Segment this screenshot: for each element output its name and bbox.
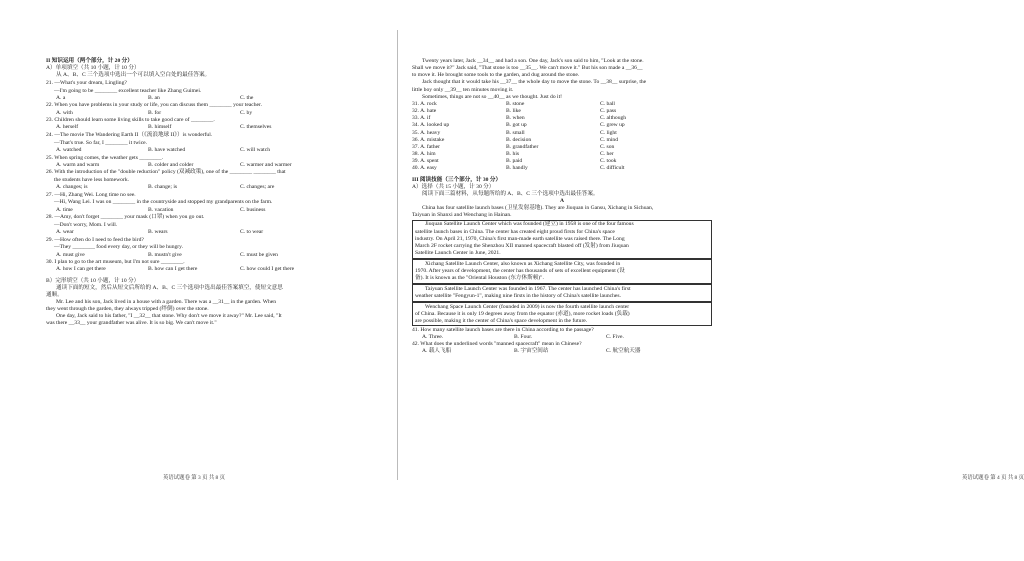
cloze-option[interactable]: 31. A. rock bbox=[412, 100, 437, 107]
cloze-option[interactable]: B. small bbox=[506, 129, 525, 136]
cloze-option[interactable]: C. although bbox=[600, 115, 627, 122]
question-line bbox=[46, 117, 336, 124]
question-line bbox=[46, 102, 336, 109]
q42-option-a: A. 载人飞船 bbox=[422, 348, 452, 355]
cloze-option-row bbox=[412, 158, 712, 165]
answer-options bbox=[46, 229, 336, 236]
reading-instructions: 阅读下面三篇材料，从每题所给的 A、B、C 三个选项中选出最佳答案。 bbox=[422, 190, 599, 197]
cloze-option[interactable]: B. got up bbox=[506, 122, 527, 129]
cloze-option-row bbox=[412, 130, 712, 137]
answer-option[interactable]: A. must give bbox=[56, 251, 85, 258]
answer-options bbox=[46, 147, 336, 154]
section-title: II 知识运用（两个部分，计 20 分） bbox=[46, 58, 133, 64]
cloze-option[interactable]: C. mind bbox=[600, 136, 619, 143]
question-text: —Hi, Zhang Wei. Long time no see. bbox=[54, 191, 136, 198]
page-right bbox=[397, 0, 1024, 561]
question-42: 42. What does the underlined words "manned spacecraft" mean in Chinese? bbox=[412, 341, 582, 348]
answer-option[interactable]: C. must be given bbox=[240, 251, 278, 258]
answer-option[interactable]: B. vacation bbox=[148, 206, 174, 213]
question-line bbox=[46, 132, 336, 139]
intro-line: China has four satellite launch bases (卫星发射基地). They are Jiuquan in Gansu, Xichang in Sichuan, bbox=[422, 205, 654, 212]
part-b-instructions-2: 通顺。 bbox=[46, 291, 63, 298]
answer-option[interactable]: B. for bbox=[148, 109, 162, 116]
cloze-option-row bbox=[412, 144, 712, 151]
info-box-line: Satellite Launch Center in June, 2021. bbox=[415, 250, 501, 257]
answer-option[interactable]: C. themselves bbox=[240, 124, 272, 131]
answer-option[interactable]: B. change; is bbox=[148, 184, 178, 191]
cloze-option[interactable]: B. handly bbox=[506, 165, 528, 172]
cloze-option[interactable]: 40. A. easy bbox=[412, 165, 437, 172]
cloze-option[interactable]: C. light bbox=[600, 129, 617, 136]
info-box-line: 备). It is known as the "Oriental Houston (东方休斯顿)". bbox=[415, 275, 544, 282]
answer-option[interactable]: B. wears bbox=[148, 229, 168, 236]
info-box bbox=[412, 259, 712, 283]
info-box-line: Taiyuan Satellite Launch Center was founded in 1967. The center has launched China's first bbox=[425, 285, 631, 292]
cloze-option[interactable]: C. son bbox=[600, 143, 615, 150]
section-3-title: III 阅读技能（三个部分，计 30 分） bbox=[412, 176, 502, 183]
info-box-line: Jiuquan Satellite Launch Center which was founded (建立) in 1958 is one of the four famous bbox=[425, 221, 634, 228]
cloze-option[interactable]: 38. A. him bbox=[412, 151, 436, 158]
question-number: 28. bbox=[46, 214, 55, 221]
cloze-option[interactable]: 32. A. hate bbox=[412, 108, 437, 115]
question-number: 29. bbox=[46, 236, 55, 243]
info-box-line: Wenchang Space Launch Center (founded in 2009) is now the fourth satellite launch center bbox=[425, 303, 630, 310]
answer-option[interactable]: C. how could I get there bbox=[240, 266, 295, 273]
cloze-option-row bbox=[412, 115, 712, 122]
q42-options bbox=[412, 348, 712, 355]
cloze-option[interactable]: 39. A. spent bbox=[412, 158, 439, 165]
question-number: 23. bbox=[46, 117, 55, 124]
q41-option-c: C. Five. bbox=[606, 334, 624, 341]
question-text: When spring comes, the weather gets ________. bbox=[54, 154, 164, 161]
question-line bbox=[46, 155, 336, 162]
cloze-option[interactable]: B. stone bbox=[506, 100, 525, 107]
answer-options bbox=[46, 162, 336, 169]
question-list bbox=[46, 80, 336, 274]
info-box-line: are possible, making it the center of China's space development in the future. bbox=[415, 317, 588, 324]
question-number: 30. bbox=[46, 259, 55, 266]
right-column bbox=[412, 58, 712, 356]
info-box-line: satellite launch bases in China. The center has created eight proud firsts for China's space bbox=[415, 228, 615, 235]
answer-options bbox=[46, 184, 336, 191]
answer-option[interactable]: B. an bbox=[148, 94, 160, 101]
page-left bbox=[0, 0, 397, 561]
cloze-option-row bbox=[412, 137, 712, 144]
info-boxes bbox=[412, 220, 712, 327]
reading-part-a-title: A）选择（共 15 小题，计 30 分） bbox=[412, 183, 495, 190]
answer-options bbox=[46, 252, 336, 259]
cloze-line: Twenty years later, Jack __34__ and had a son. One day, Jack's son said to him, "Look at the stone. bbox=[422, 58, 644, 64]
cloze-line: Jack thought that it would take his __37__ the whole day to move the stone. To __38__ surprise, the bbox=[422, 79, 647, 86]
cloze-option-row bbox=[412, 122, 712, 129]
part-b-title: B）完形填空（共 10 小题，计 10 分） bbox=[46, 277, 140, 284]
info-box bbox=[412, 284, 712, 301]
part-b-instructions-1: 通读下面的短文，然后从短文后所给的 A、B、C 三个选项中选出最佳答案填空，使短文意思 bbox=[56, 284, 283, 291]
answer-options bbox=[46, 124, 336, 131]
page-footer-right: 英语试题卷 第 4 页 共 8 页 bbox=[962, 475, 1024, 481]
answer-option[interactable]: C. to wear bbox=[240, 229, 264, 236]
info-box-line: Xichang Satellite Launch Center, also known as Xichang Satellite City, was founded in bbox=[425, 260, 621, 267]
question-line bbox=[46, 80, 336, 87]
cloze-options bbox=[412, 101, 712, 173]
cloze-option[interactable]: C. her bbox=[600, 151, 614, 158]
cloze-line: to move it. He brought some tools to the garden, and dug around the stone. bbox=[412, 72, 580, 79]
cloze-option-row bbox=[412, 101, 712, 108]
answer-option[interactable]: A. changes; is bbox=[56, 184, 88, 191]
cloze-option[interactable]: C. grew up bbox=[600, 122, 625, 129]
info-box-line: of China. Because it is only 19 degrees away from the equator (赤道), more rocket loads (负载) bbox=[415, 310, 630, 317]
cloze-option[interactable]: B. his bbox=[506, 151, 520, 158]
question-line: —Don't worry, Mom. I will. bbox=[54, 221, 118, 228]
cloze-line: Sometimes, things are not so __40__ as we thought. Just do it! bbox=[422, 93, 562, 100]
answer-option[interactable]: B. himself bbox=[148, 124, 172, 131]
question-text: —The movie The Wandering Earth II（《流浪地球 II》）is wonderful. bbox=[54, 132, 213, 139]
answer-option[interactable]: B. colder and colder bbox=[148, 161, 194, 168]
question-line: —That's true. So far, I ________ it twice. bbox=[54, 139, 148, 146]
question-text: —How often do I need to feed the bird? bbox=[54, 236, 144, 243]
left-column bbox=[46, 58, 336, 328]
cloze-line: Mr. Lee and his son, Jack lived in a house with a garden. There was a __31__ in the garden. When bbox=[56, 299, 277, 305]
cloze-line: Shall we move it?" Jack said, "That stone is too __35__. We can't move it." But his son made a __36__ bbox=[412, 65, 643, 72]
question-text: When you have problems in your study or life, you can discuss them ________ your teacher. bbox=[54, 102, 262, 109]
answer-option[interactable]: A. warm and warm bbox=[56, 161, 100, 168]
question-number: 26. bbox=[46, 169, 55, 176]
cloze-option[interactable]: 35. A. heavy bbox=[412, 129, 441, 136]
cloze-option[interactable]: 33. A. if bbox=[412, 115, 431, 122]
q41-option-a: A. Three. bbox=[422, 334, 444, 341]
answer-option[interactable]: A. how I can get there bbox=[56, 266, 106, 273]
cloze-option-row bbox=[412, 165, 712, 172]
cloze-option[interactable]: B. like bbox=[506, 108, 521, 115]
answer-option[interactable]: B. how can I get there bbox=[148, 266, 198, 273]
info-box bbox=[412, 220, 712, 259]
part-a-instructions: 从 A、B、C 三个选项中选出一个可以填入空白处的最佳答案。 bbox=[56, 72, 211, 79]
info-box-line: industry. On April 21, 1970, China's first man-made earth satellite was raised there. The Long bbox=[415, 235, 625, 242]
part-a-title: A）单项填空（共 10 小题，计 10 分） bbox=[46, 65, 140, 72]
question-number: 27. bbox=[46, 191, 55, 198]
answer-option[interactable]: B. have watched bbox=[148, 146, 186, 153]
answer-option[interactable]: C. the bbox=[240, 94, 254, 101]
question-text: With the introduction of the "double reduction" policy (双减政策), one of the ________ ________ that bbox=[54, 169, 286, 176]
page-footer-left: 英语试题卷 第 3 页 共 8 页 bbox=[163, 475, 225, 481]
answer-option[interactable]: B. mustn't give bbox=[148, 251, 182, 258]
question-line: —I'm going to be ________ excellent teacher like Zhang Guimei. bbox=[54, 87, 202, 94]
answer-option[interactable]: A. time bbox=[56, 206, 73, 213]
answer-option[interactable]: A. watched bbox=[56, 146, 82, 153]
q42-option-c: C. 航空航天器 bbox=[606, 348, 641, 355]
cloze-line: little boy only __39__ ten minutes moving it. bbox=[412, 86, 514, 93]
answer-option[interactable]: C. will watch bbox=[240, 146, 270, 153]
info-box bbox=[412, 302, 712, 326]
question-line bbox=[46, 214, 336, 221]
cloze-line: was there __33__ your grandfather was alive. It is so big. We can't move it." bbox=[46, 320, 217, 327]
answer-option[interactable]: A. with bbox=[56, 109, 73, 116]
cloze-line: they went through the garden, they always tripped (绊倒) over the stone. bbox=[46, 306, 209, 313]
cloze-option[interactable]: C. pass bbox=[600, 108, 617, 115]
question-line: —They ________ food every day, or they will be hungry. bbox=[54, 244, 183, 251]
question-line bbox=[46, 259, 336, 266]
cloze-line: One day, Jack said to his father, "I __32__ that stone. Why don't we move it away?" Mr. Lee said, "It bbox=[56, 313, 282, 320]
cloze-option-row bbox=[412, 151, 712, 158]
answer-option[interactable]: C. changes; are bbox=[240, 184, 275, 191]
cloze-option[interactable]: B. grandfather bbox=[506, 143, 539, 150]
question-41: 41. How many satellite launch bases are there in China according to the passage? bbox=[412, 326, 594, 333]
answer-options bbox=[46, 95, 336, 102]
cloze-option[interactable]: B. decision bbox=[506, 136, 532, 143]
answer-option[interactable]: A. wear bbox=[56, 229, 74, 236]
answer-option[interactable]: A. a bbox=[56, 94, 66, 101]
cloze-option[interactable]: 34. A. looked up bbox=[412, 122, 450, 129]
cloze-option[interactable]: 36. A. mistake bbox=[412, 136, 445, 143]
info-box-line: 1970. After years of development, the center has thousands of sets of excellent equipment (设 bbox=[415, 267, 625, 274]
question-text: I plan to go to the art museum, but I'm not sure ________. bbox=[54, 259, 185, 266]
question-number: 22. bbox=[46, 102, 55, 109]
question-number: 25. bbox=[46, 154, 55, 161]
question-number: 24. bbox=[46, 132, 55, 139]
question-line: the students have less homework. bbox=[54, 177, 130, 183]
question-number: 21. bbox=[46, 79, 55, 86]
question-text: —What's your dream, Lingling? bbox=[54, 79, 127, 86]
intro-line: Taiyuan in Shanxi and Wenchang in Hainan. bbox=[412, 212, 512, 219]
answer-option[interactable]: C. business bbox=[240, 206, 266, 213]
question-line bbox=[46, 169, 336, 176]
question-text: Children should learn some living skills to take good care of ________. bbox=[54, 117, 215, 124]
answer-option[interactable]: C. by bbox=[240, 109, 253, 116]
q42-option-b: B. 宇宙空间站 bbox=[514, 348, 549, 355]
cloze-option[interactable]: C. ball bbox=[600, 100, 615, 107]
question-line: —Hi, Wang Lei. I was on ________ in the countryside and stopped my grandparents on the farm. bbox=[54, 199, 273, 206]
answer-option[interactable]: C. warmer and warmer bbox=[240, 161, 292, 168]
cloze-option-row bbox=[412, 108, 712, 115]
answer-option[interactable]: A. herself bbox=[56, 124, 79, 131]
cloze-option[interactable]: B. when bbox=[506, 115, 525, 122]
passage-label: A bbox=[559, 197, 565, 204]
info-box-line: March 2F rocket carrying the Shenzhou XII manned spacecraft blasted off (发射) from Jiuquan bbox=[415, 242, 629, 249]
answer-options bbox=[46, 266, 336, 273]
question-line bbox=[46, 237, 336, 244]
info-box-line: weather satellite "Fengyun-1", making nine firsts in the history of China's satellite launches. bbox=[415, 292, 621, 299]
cloze-option[interactable]: C. took bbox=[600, 158, 617, 165]
cloze-option[interactable]: 37. A. father bbox=[412, 143, 440, 150]
q41-option-b: B. Four. bbox=[514, 334, 533, 341]
answer-options bbox=[46, 207, 336, 214]
question-line bbox=[46, 192, 336, 199]
cloze-option[interactable]: C. difficult bbox=[600, 165, 625, 172]
cloze-option[interactable]: B. paid bbox=[506, 158, 523, 165]
question-text: —Amy, don't forget ________ your mask (口罩) when you go out. bbox=[54, 214, 205, 221]
answer-options bbox=[46, 110, 336, 117]
